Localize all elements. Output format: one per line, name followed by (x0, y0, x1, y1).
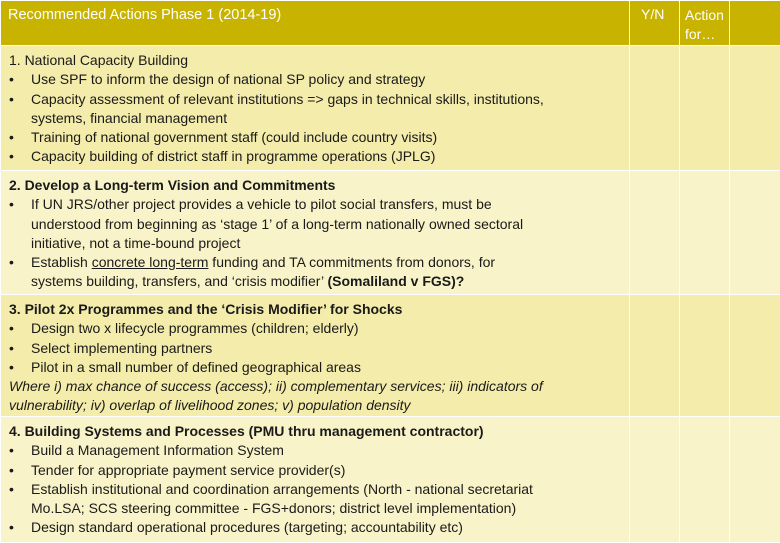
header-empty-cell (730, 1, 780, 46)
list-item: • Design standard operational procedures (targeting; accountability etc) (9, 518, 629, 537)
header-yn: Y/N (630, 1, 679, 22)
bullet-icon: • (9, 128, 14, 147)
section-row-1 (1, 46, 780, 171)
bullet-icon: • (9, 147, 14, 166)
criteria-text: vulnerability; iv) overlap of livelihood zones; v) population density (9, 396, 629, 415)
list-item-continuation: Mo.LSA; SCS steering committee - FGS+donors; district level implementation) (9, 499, 629, 518)
section-2-cell (1, 171, 630, 295)
bullet-icon: • (9, 253, 14, 272)
section-1-cell (1, 46, 630, 171)
action-for-cell-2[interactable] (680, 171, 730, 295)
section-2-heading: 2. Develop a Long-term Vision and Commitments (9, 176, 629, 195)
bullet-icon: • (9, 90, 14, 109)
list-item-continuation: initiative, not a time-bound project (9, 234, 629, 253)
header-action-for-cell (680, 1, 730, 46)
section-4-cell (1, 417, 630, 543)
list-item: • Use SPF to inform the design of national SP policy and strategy (9, 70, 629, 89)
list-item-continuation: understood from beginning as ‘stage 1’ of a long-term nationally owned sectoral (9, 215, 629, 234)
section-row-3 (1, 295, 780, 417)
action-for-cell-3[interactable] (680, 295, 730, 417)
header-title-cell (1, 1, 630, 46)
yn-cell-1[interactable] (630, 46, 680, 171)
list-item: • If UN JRS/other project provides a vehicle to pilot social transfers, must be (9, 195, 629, 214)
list-item: • Capacity assessment of relevant institutions => gaps in technical skills, institutions, (9, 90, 629, 109)
list-item-continuation: systems, financial management (9, 109, 629, 128)
section-4-heading: 4. Building Systems and Processes (PMU thru management contractor) (9, 422, 629, 441)
criteria-text: Where i) max chance of success (access); ii) complementary services; iii) indicators of (9, 377, 629, 396)
yn-cell-4[interactable] (630, 417, 680, 543)
list-item: • Tender for appropriate payment service provider(s) (9, 461, 629, 480)
yn-cell-2[interactable] (630, 171, 680, 295)
extra-cell-3[interactable] (730, 295, 780, 417)
yn-cell-3[interactable] (630, 295, 680, 417)
header-title: Recommended Actions Phase 1 (2014-19) (1, 1, 629, 23)
section-1-heading: 1. National Capacity Building (9, 51, 629, 70)
bold-question: (Somaliland v FGS)? (327, 273, 464, 289)
bullet-icon: • (9, 461, 14, 480)
bullet-icon: • (9, 339, 14, 358)
bullet-icon: • (9, 358, 14, 377)
bullet-icon: • (9, 480, 14, 499)
bullet-icon: • (9, 195, 14, 214)
list-item: • Design two x lifecycle programmes (children; elderly) (9, 319, 629, 338)
list-item: • Establish institutional and coordination arrangements (North - national secretariat (9, 480, 629, 499)
section-3-cell (1, 295, 630, 417)
action-for-cell-4[interactable] (680, 417, 730, 543)
list-item: • Training of national government staff (could include country visits) (9, 128, 629, 147)
underlined-text: concrete long-term (92, 254, 209, 270)
section-row-4 (1, 417, 780, 543)
bullet-icon: • (9, 319, 14, 338)
list-item: • Pilot in a small number of defined geographical areas (9, 358, 629, 377)
header-yn-cell (630, 1, 680, 46)
list-item: • Build a Management Information System (9, 441, 629, 460)
header-row (1, 1, 780, 46)
action-for-cell-1[interactable] (680, 46, 730, 171)
list-item: • Establish concrete long-term funding and TA commitments from donors, for (9, 253, 629, 272)
extra-cell-2[interactable] (730, 171, 780, 295)
bullet-icon: • (9, 518, 14, 537)
extra-cell-1[interactable] (730, 46, 780, 171)
extra-cell-4[interactable] (730, 417, 780, 543)
list-item: • Select implementing partners (9, 339, 629, 358)
bullet-icon: • (9, 70, 14, 89)
section-3-heading: 3. Pilot 2x Programmes and the ‘Crisis Modifier’ for Shocks (9, 300, 629, 319)
list-item-continuation: systems building, transfers, and ‘crisis modifier’ (Somaliland v FGS)? (9, 272, 629, 291)
bullet-icon: • (9, 441, 14, 460)
section-row-2 (1, 171, 780, 295)
header-action-for: Action for… (680, 1, 729, 44)
list-item: • Capacity building of district staff in programme operations (JPLG) (9, 147, 629, 166)
